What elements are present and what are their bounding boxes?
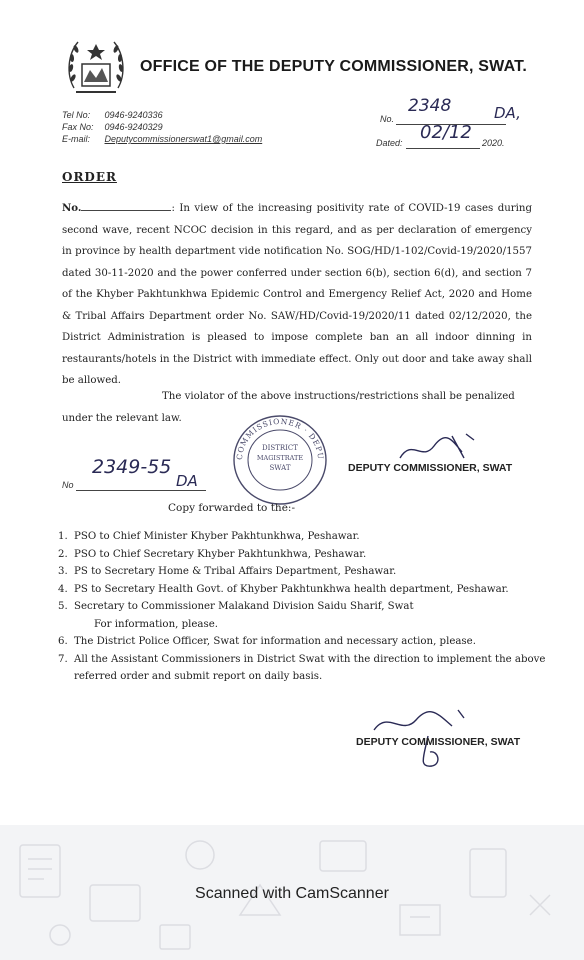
list-item: 1. PSO to Chief Minister Khyber Pakhtunkhwa, Peshawar. <box>58 531 360 542</box>
dated-label: Dated: <box>376 138 403 148</box>
list-item: 4. PS to Secretary Health Govt. of Khyber Pakhtunkhwa health department, Peshawar. <box>58 583 509 595</box>
dated-year: 2020. <box>482 138 505 148</box>
copy-no-value: 2349-55 <box>92 456 172 478</box>
stamp-line3: SWAT <box>269 464 291 472</box>
district-magistrate-stamp <box>230 412 330 508</box>
reference-no-value: 2348 <box>408 96 452 116</box>
order-title: ORDER <box>62 170 117 184</box>
order-no-label: No. <box>62 202 82 214</box>
reference-no-label: No. <box>380 114 395 124</box>
government-emblem-logo <box>64 34 128 100</box>
email-line <box>62 134 262 144</box>
signature-title-2: DEPUTY COMMISSIONER, SWAT <box>356 736 521 748</box>
copy-no-suffix: DA <box>176 472 198 490</box>
order-body-text: : In view of the increasing positivity rate of COVID-19 cases during second wave, recent NCOC decision in this regard, and as per declaration of emergency in province by health department vide notification No. SOG/HD/1-102/Covid-19/2020/1557 dated 30-11-2020 and the power conferred under section 6(b), section 6(d), and section 7 of the Khyber Pakhtunkhwa Epidemic Control and Emergency Relief Act, 2020 and Home & Tribal Affairs Department order No. SAW/HD/Covid-19/2020/11 dated 02/12/2020, the District Administration is pleased to impose complete ban an all indoor dinning in restaurants/hotels in the District with immediate effect. Only out door and take away shall be allowed. <box>62 203 532 386</box>
list-item: 7. All the Assistant Commissioners in District Swat with the direction to implement the above referred order and submit report on daily basis. <box>58 653 546 682</box>
signature-title-1: DEPUTY COMMISSIONER, SWAT <box>348 462 513 474</box>
order-no-blank <box>81 210 171 211</box>
list-item: 6. The District Police Officer, Swat for information and necessary action, please. <box>58 636 476 647</box>
order-body <box>62 198 532 392</box>
copy-forwarded-text: Copy forwarded to the:- <box>168 502 295 514</box>
penalty-text: The violator of the above instructions/restrictions shall be penalized under the relevant law. <box>62 391 515 424</box>
camscanner-label: Scanned with CamScanner <box>195 885 389 902</box>
tel-label: Tel No: <box>62 110 91 120</box>
fax-value: 0946-9240329 <box>104 122 163 132</box>
copy-no-line <box>76 490 206 491</box>
list-item: 2. PSO to Chief Secretary Khyber Pakhtunkhwa, Peshawar. <box>58 548 367 560</box>
list-item: 5. Secretary to Commissioner Malakand Division Saidu Sharif, Swat <box>58 601 414 612</box>
email-value: Deputycommissionerswat1@gmail.com <box>104 134 263 144</box>
stamp-line1: DISTRICT <box>262 444 298 452</box>
office-title: OFFICE OF THE DEPUTY COMMISSIONER, SWAT. <box>140 58 527 75</box>
distribution-list <box>58 528 558 686</box>
dated-value: 02/12 <box>420 122 472 143</box>
tel-line <box>62 110 163 120</box>
fax-label: Fax No: <box>62 122 94 132</box>
reference-no-suffix: DA, <box>494 104 521 122</box>
email-label: E-mail: <box>62 134 91 144</box>
stamp-line2: MAGISTRATE <box>256 454 304 462</box>
list-item: For information, please. <box>94 618 218 630</box>
dated-line <box>406 148 480 149</box>
stamp-ring-text: COMMISSIONER · DEPU <box>234 416 326 461</box>
copy-no-label: No <box>62 480 74 490</box>
tel-value: 0946-9240336 <box>104 110 163 120</box>
fax-line <box>62 122 163 132</box>
list-item: 3. PS to Secretary Home & Tribal Affairs Department, Peshawar. <box>58 566 397 577</box>
